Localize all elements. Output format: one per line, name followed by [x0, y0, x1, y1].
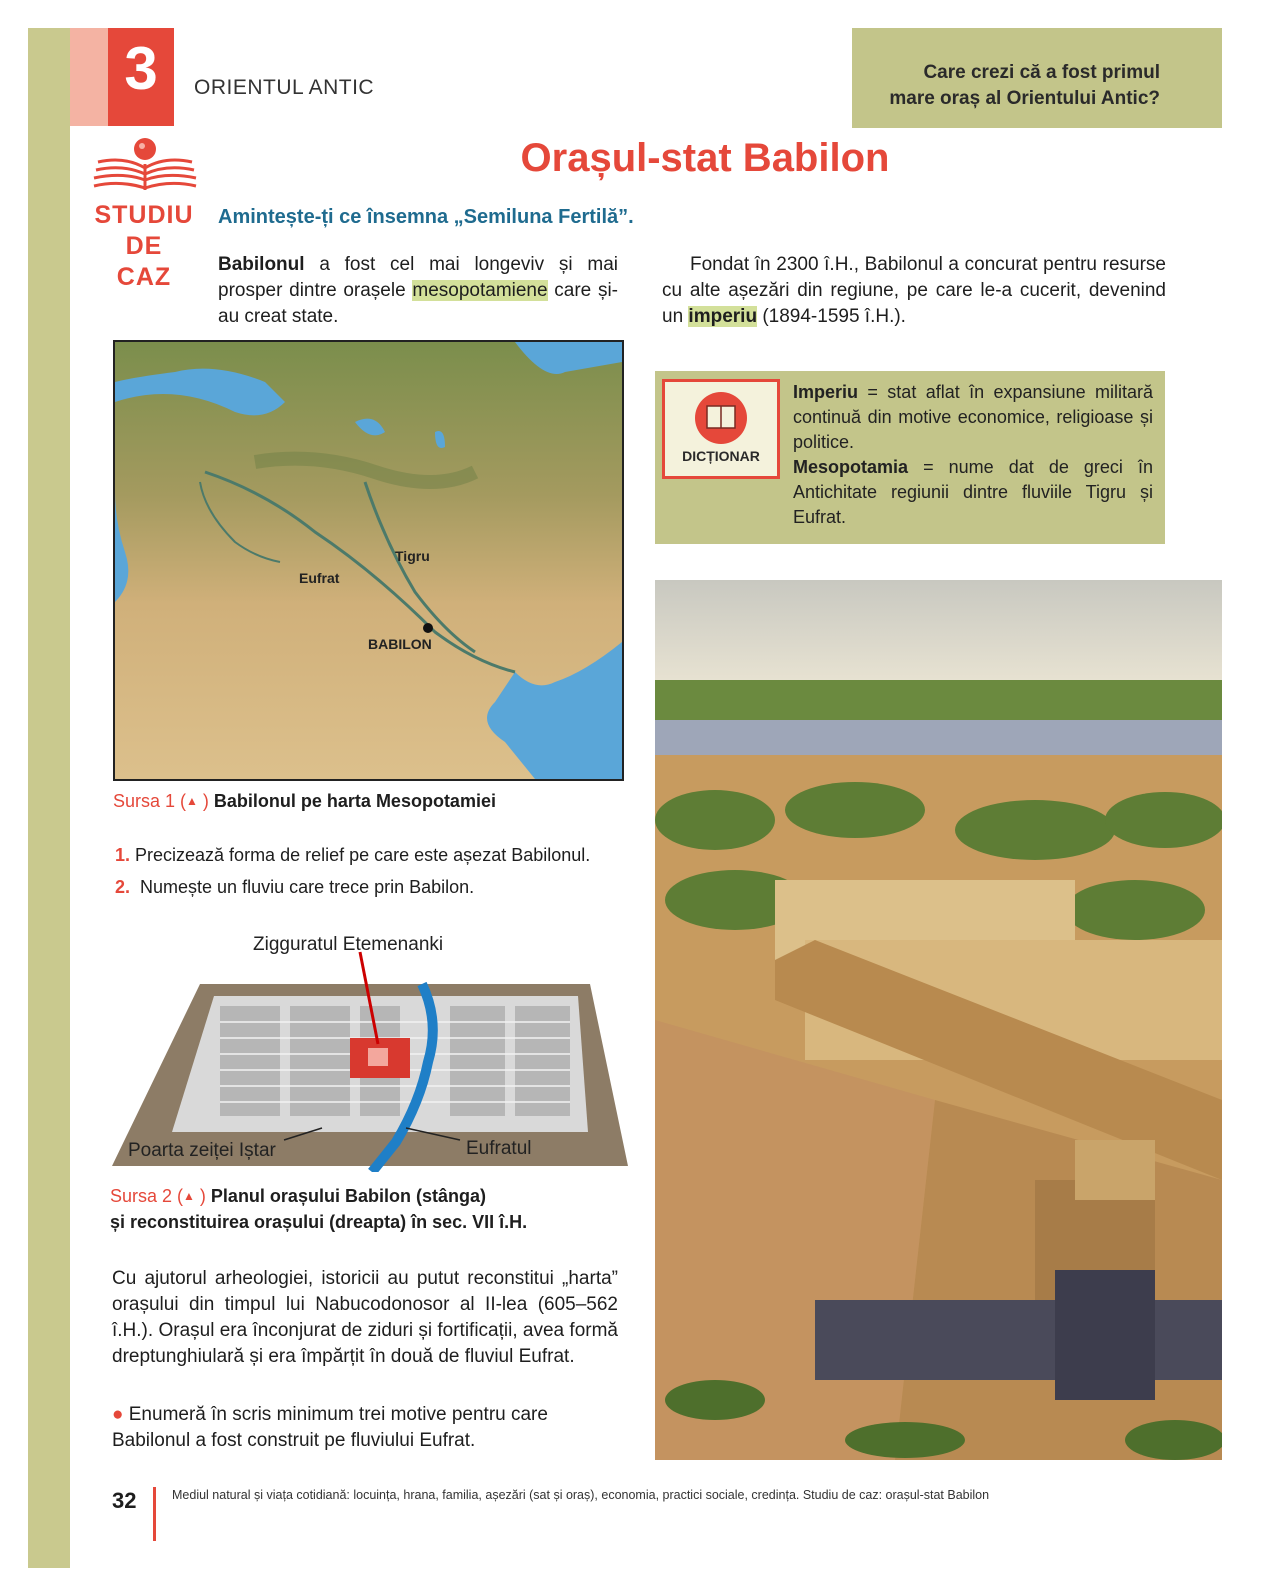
source1-caption: [113, 791, 496, 812]
map-label-babilon: BABILON: [368, 636, 432, 652]
para1-text-a: a fost cel mai longeviv și mai prosper dintre orașele: [218, 254, 618, 301]
open-book-icon: [90, 134, 200, 198]
intro-paragraph: [218, 252, 618, 330]
reconstruction-paragraph: Cu ajutorul arheologiei, istoricii au putut reconstitui „harta” orașului din timpul lui Nabucodonosor al II-lea (605–562 î.H.). Orașul era înconjurat de ziduri și fortificații, avea formă dreptunghiulară și era împărțit în două de fluviul Eufrat.: [112, 1268, 618, 1367]
dict-term-imperiu: Imperiu: [793, 382, 859, 402]
up-arrow-icon: ▲: [186, 794, 198, 808]
para2-text-a: Fondat în 2300 î.H., Babilonul a concurat pentru resurse cu alte așezări din regiune, pe care le-a cucerit, devenind un: [662, 254, 1166, 327]
remember-prompt: Amintește-ți ce însemna „Semiluna Fertilă”.: [218, 206, 634, 228]
question-2: [115, 877, 474, 898]
task-item: [112, 1402, 618, 1454]
dictionary-label: DICȚIONAR: [682, 448, 760, 464]
term-babilonul: Babilonul: [218, 254, 305, 275]
question-2-text: Numește un fluviu care trece prin Babilon.: [130, 877, 475, 897]
study-line-2: DE: [125, 232, 163, 260]
left-margin-band: [28, 28, 70, 1568]
question-2-number: 2.: [115, 877, 131, 897]
dictionary-text: [793, 380, 1153, 530]
para1-text-b: care și-au creat state.: [218, 280, 618, 327]
question-line-2: mare oraș al Orientului Antic?: [889, 88, 1160, 109]
case-study-label: [88, 200, 200, 293]
study-line-1: STUDIU: [94, 201, 194, 229]
source2-caption: [110, 1183, 630, 1235]
plan-label-ziggurat: Zigguratul Etemenanki: [253, 934, 444, 955]
question-line-1: Care crezi că a fost primul: [923, 62, 1160, 83]
page-number: 32: [112, 1488, 137, 1513]
dict-def-mesopotamia: = nume dat de greci în Antichitate regiunii dintre fluviile Tigru și Eufrat.: [793, 457, 1153, 527]
map-label-tigru: Tigru: [395, 548, 430, 564]
source2-text-1: Planul orașului Babilon (stânga): [205, 1186, 486, 1206]
chapter-tab-light: [70, 28, 108, 126]
question-1-text: Precizează forma de relief pe care este așezat Babilonul.: [130, 845, 591, 865]
city-plan-image: [110, 932, 630, 1172]
babylon-reconstruction-illustration: [655, 580, 1222, 1460]
question-text: [860, 60, 1160, 112]
source1-label-end: ): [197, 791, 209, 811]
babylon-city-plan: [110, 932, 630, 1172]
highlight-imperiu: imperiu: [688, 306, 758, 327]
source1-label: Sursa 1 (: [113, 791, 187, 811]
task-text: Enumeră în scris minimum trei motive pentru care Babilonul a fost construit pe fluviului Eufrat.: [112, 1404, 548, 1451]
plan-label-poarta: Poarta zeiței Iștar: [128, 1140, 276, 1161]
footer-divider: [153, 1487, 156, 1541]
bullet-icon: ●: [112, 1404, 124, 1425]
source2-label: Sursa 2 (: [110, 1186, 184, 1206]
source2-line-1: [110, 1183, 630, 1209]
highlight-mesopotamiene: mesopotamiene: [412, 280, 548, 301]
footer-text: Mediul natural și viața cotidiană: locuința, hrana, familia, așezări (sat și oraș), economia, practici sociale, credința. Studiu de caz: orașul-stat Babilon: [172, 1488, 990, 1502]
chapter-number: 3: [124, 35, 158, 102]
dict-term-mesopotamia: Mesopotamia: [793, 457, 909, 477]
question-1-number: 1.: [115, 845, 131, 865]
study-line-3: CAZ: [116, 263, 172, 291]
mesopotamia-map: [113, 340, 624, 781]
source2-text-2: și reconstituirea orașului (dreapta) în sec. VII î.H.: [110, 1212, 528, 1232]
up-arrow-icon: ▲: [183, 1189, 195, 1203]
dict-def-imperiu: = stat aflat în expansiune militară continuă din motive economice, religioase și politice.: [793, 382, 1153, 452]
reconstruction-image: [655, 580, 1222, 1460]
chapter-title: ORIENTUL ANTIC: [194, 76, 375, 99]
para2-text-b: (1894-1595 î.H.).: [757, 306, 906, 327]
dictionary-icon-frame: [662, 379, 780, 479]
book-icon: [665, 382, 777, 448]
source1-text: Babilonul pe harta Mesopotamiei: [208, 791, 496, 811]
map-label-eufrat: Eufrat: [299, 570, 340, 586]
history-paragraph: [662, 252, 1166, 330]
page-title: Orașul-stat Babilon: [520, 136, 890, 180]
plan-label-eufratul: Eufratul: [466, 1138, 532, 1159]
source2-label-end: ): [194, 1186, 206, 1206]
map-image: [115, 342, 622, 779]
question-1: [115, 845, 590, 866]
